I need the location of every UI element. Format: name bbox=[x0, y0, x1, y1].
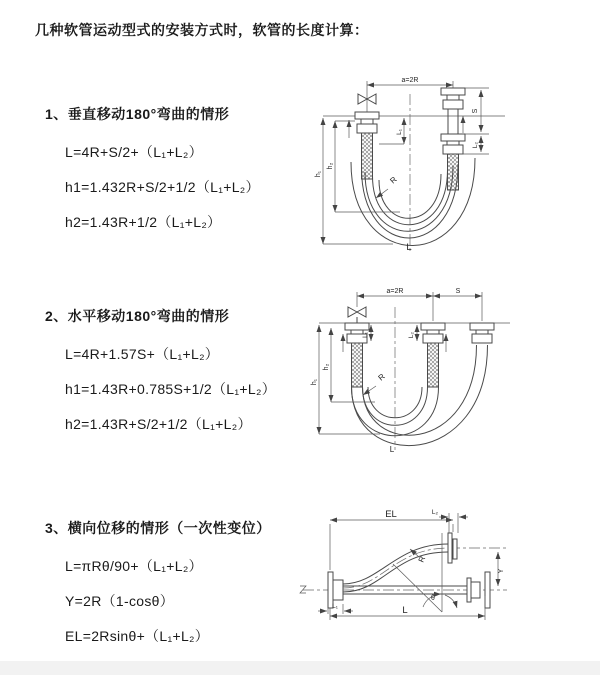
dim-label-s: S bbox=[472, 108, 479, 114]
radius-callout bbox=[410, 549, 427, 564]
middle-pipe bbox=[421, 323, 445, 387]
dim-label-l: L bbox=[402, 605, 408, 616]
fitting-dimensions bbox=[362, 325, 417, 341]
l1-dimension bbox=[318, 603, 353, 614]
formula-h2: h2=1.43R+S/2+1/2（L₁+L₂） bbox=[65, 416, 252, 432]
formula-h2: h2=1.43R+1/2（L₁+L₂） bbox=[65, 214, 222, 230]
dim-label-h1: h₁ bbox=[315, 170, 322, 178]
section-2-formulas bbox=[65, 344, 276, 434]
reference-lines bbox=[323, 94, 505, 254]
dim-label-l1: L₁ bbox=[396, 129, 403, 135]
section-3-formulas bbox=[65, 556, 271, 646]
formula-h1: h1=1.432R+S/2+1/2（L₁+L₂） bbox=[65, 179, 260, 195]
page-title: 几种软管运动型式的安装方式时，软管的长度计算： bbox=[35, 22, 369, 38]
section-horizontal-move bbox=[45, 306, 276, 434]
dim-label-r: R bbox=[376, 371, 387, 383]
dim-label-l1: L₁ bbox=[332, 603, 338, 610]
section-2-heading: 2、水平移动180°弯曲的情形 bbox=[45, 308, 230, 324]
dim-label-l: L bbox=[389, 445, 395, 454]
formula-l: L=4R+1.57S+（L₁+L₂） bbox=[65, 346, 220, 362]
formula-l: L=πRθ/90+（L₁+L₂） bbox=[65, 558, 203, 574]
y-dimension bbox=[498, 552, 505, 586]
right-dimensions bbox=[459, 88, 489, 154]
formula-h1: h1=1.43R+0.785S+1/2（L₁+L₂） bbox=[65, 381, 276, 397]
lower-right-flange bbox=[467, 572, 490, 608]
section-1-heading: 1、垂直移动180°弯曲的情形 bbox=[45, 106, 230, 122]
page-bottom-edge bbox=[0, 661, 600, 675]
dim-label-h1: h₁ bbox=[311, 378, 318, 386]
l1-dimension bbox=[379, 118, 404, 144]
valve-icon bbox=[348, 307, 366, 323]
left-pipe bbox=[355, 112, 379, 179]
dim-label-y: Y bbox=[498, 568, 505, 574]
dim-label-r: R bbox=[388, 174, 399, 186]
l2-dimension bbox=[432, 509, 468, 533]
section-lateral-displacement bbox=[45, 518, 271, 646]
height-dimensions bbox=[311, 325, 380, 434]
dim-label-l2: L₂ bbox=[431, 509, 439, 516]
radius-callout bbox=[363, 372, 387, 395]
el-dimension bbox=[330, 509, 453, 570]
dim-label-a2r: a=2R bbox=[401, 77, 419, 84]
dim-label-l2: L₂ bbox=[408, 331, 415, 339]
diagram-lateral-displacement bbox=[295, 500, 595, 655]
dim-label-r: R bbox=[416, 554, 428, 564]
section-1-formulas bbox=[65, 142, 260, 232]
angle-construction bbox=[393, 533, 457, 612]
dim-label-theta: θ bbox=[431, 595, 435, 602]
formula-y: Y=2R（1-cosθ） bbox=[65, 593, 175, 609]
diagram-horizontal-180-bend bbox=[305, 282, 595, 462]
dim-label-l2: L₂ bbox=[472, 141, 479, 149]
dim-label-s: S bbox=[455, 288, 461, 295]
break-mark bbox=[300, 586, 306, 593]
dim-label-l: L bbox=[406, 242, 412, 253]
diagram-vertical-180-bend bbox=[305, 66, 595, 261]
section-3-heading: 3、横向位移的情形（一次性变位） bbox=[45, 520, 271, 536]
formula-el: EL=2Rsinθ+（L₁+L₂） bbox=[65, 628, 210, 644]
dim-label-el: EL bbox=[385, 509, 397, 520]
top-dimensions bbox=[357, 288, 482, 321]
dim-label-l1: L₁ bbox=[362, 332, 369, 338]
l-dimension bbox=[330, 596, 485, 620]
section-vertical-move bbox=[45, 104, 260, 232]
upper-flange bbox=[448, 533, 457, 563]
dim-label-h2: h₂ bbox=[323, 363, 330, 371]
dim-label-h2: h₂ bbox=[327, 162, 334, 170]
dim-label-a2r: a=2R bbox=[386, 288, 404, 295]
right-pipe bbox=[470, 323, 494, 343]
u-bend-hose bbox=[352, 345, 488, 446]
formula-l: L=4R+S/2+（L₁+L₂） bbox=[65, 144, 203, 160]
